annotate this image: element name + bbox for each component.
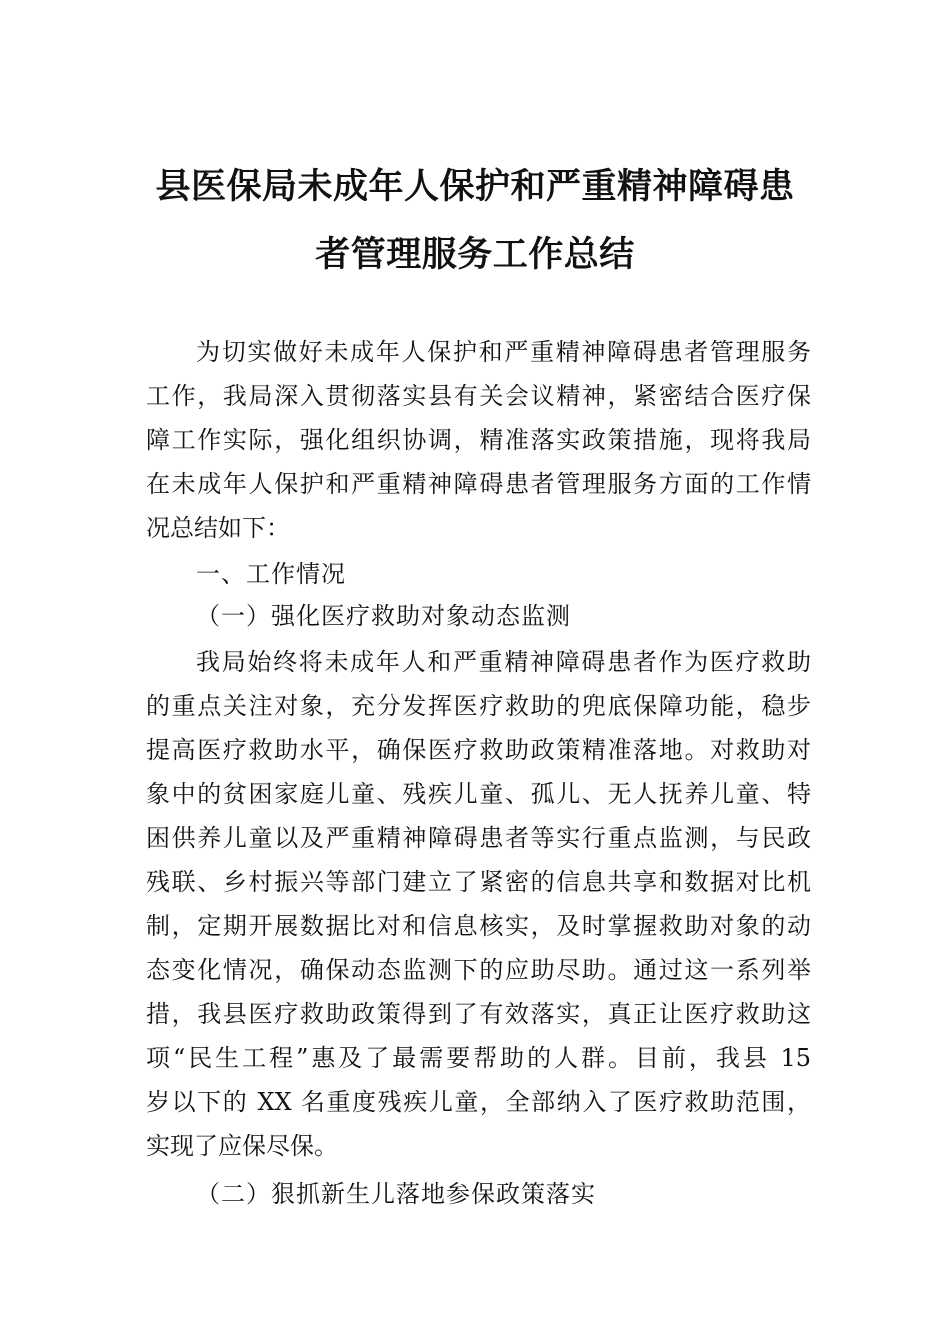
intro-line: 在未成年人保护和严重精神障碍患者管理服务方面的工作情 [146,470,811,498]
intro-line: 况总结如下： [146,514,290,542]
body-line: 岁以下的 XX 名重度残疾儿童，全部纳入了医疗救助范围， [146,1088,811,1116]
subsection-heading: （二）狠抓新生儿落地参保政策落实 [196,1180,596,1208]
body-line: 态变化情况，确保动态监测下的应助尽助。通过这一系列举 [146,956,811,984]
body-line: 提高医疗救助水平，确保医疗救助政策精准落地。对救助对 [146,736,811,764]
body-line: 制，定期开展数据比对和信息核实，及时掌握救助对象的动 [146,912,811,940]
body-line: 我局始终将未成年人和严重精神障碍患者作为医疗救助 [196,648,811,676]
body-line: 项“民生工程”惠及了最需要帮助的人群。目前，我县 15 [146,1044,811,1072]
body-line: 实现了应保尽保。 [146,1132,338,1160]
subsection-heading: （一）强化医疗救助对象动态监测 [196,602,571,630]
body-line: 困供养儿童以及严重精神障碍患者等实行重点监测，与民政 [146,824,811,852]
document-title-line-2: 者管理服务工作总结 [315,235,635,275]
intro-line: 障工作实际，强化组织协调，精准落实政策措施，现将我局 [146,426,811,454]
body-line: 残联、乡村振兴等部门建立了紧密的信息共享和数据对比机 [146,868,811,896]
body-line: 象中的贫困家庭儿童、残疾儿童、孤儿、无人抚养儿童、特 [146,780,811,808]
document-title-line-1: 县医保局未成年人保护和严重精神障碍患 [155,167,795,207]
intro-line: 工作，我局深入贯彻落实县有关会议精神，紧密结合医疗保 [146,382,811,410]
intro-line: 为切实做好未成年人保护和严重精神障碍患者管理服务 [196,338,811,366]
body-line: 措，我县医疗救助政策得到了有效落实，真正让医疗救助这 [146,1000,811,1028]
section-heading: 一、工作情况 [196,560,346,588]
body-line: 的重点关注对象，充分发挥医疗救助的兜底保障功能，稳步 [146,692,811,720]
